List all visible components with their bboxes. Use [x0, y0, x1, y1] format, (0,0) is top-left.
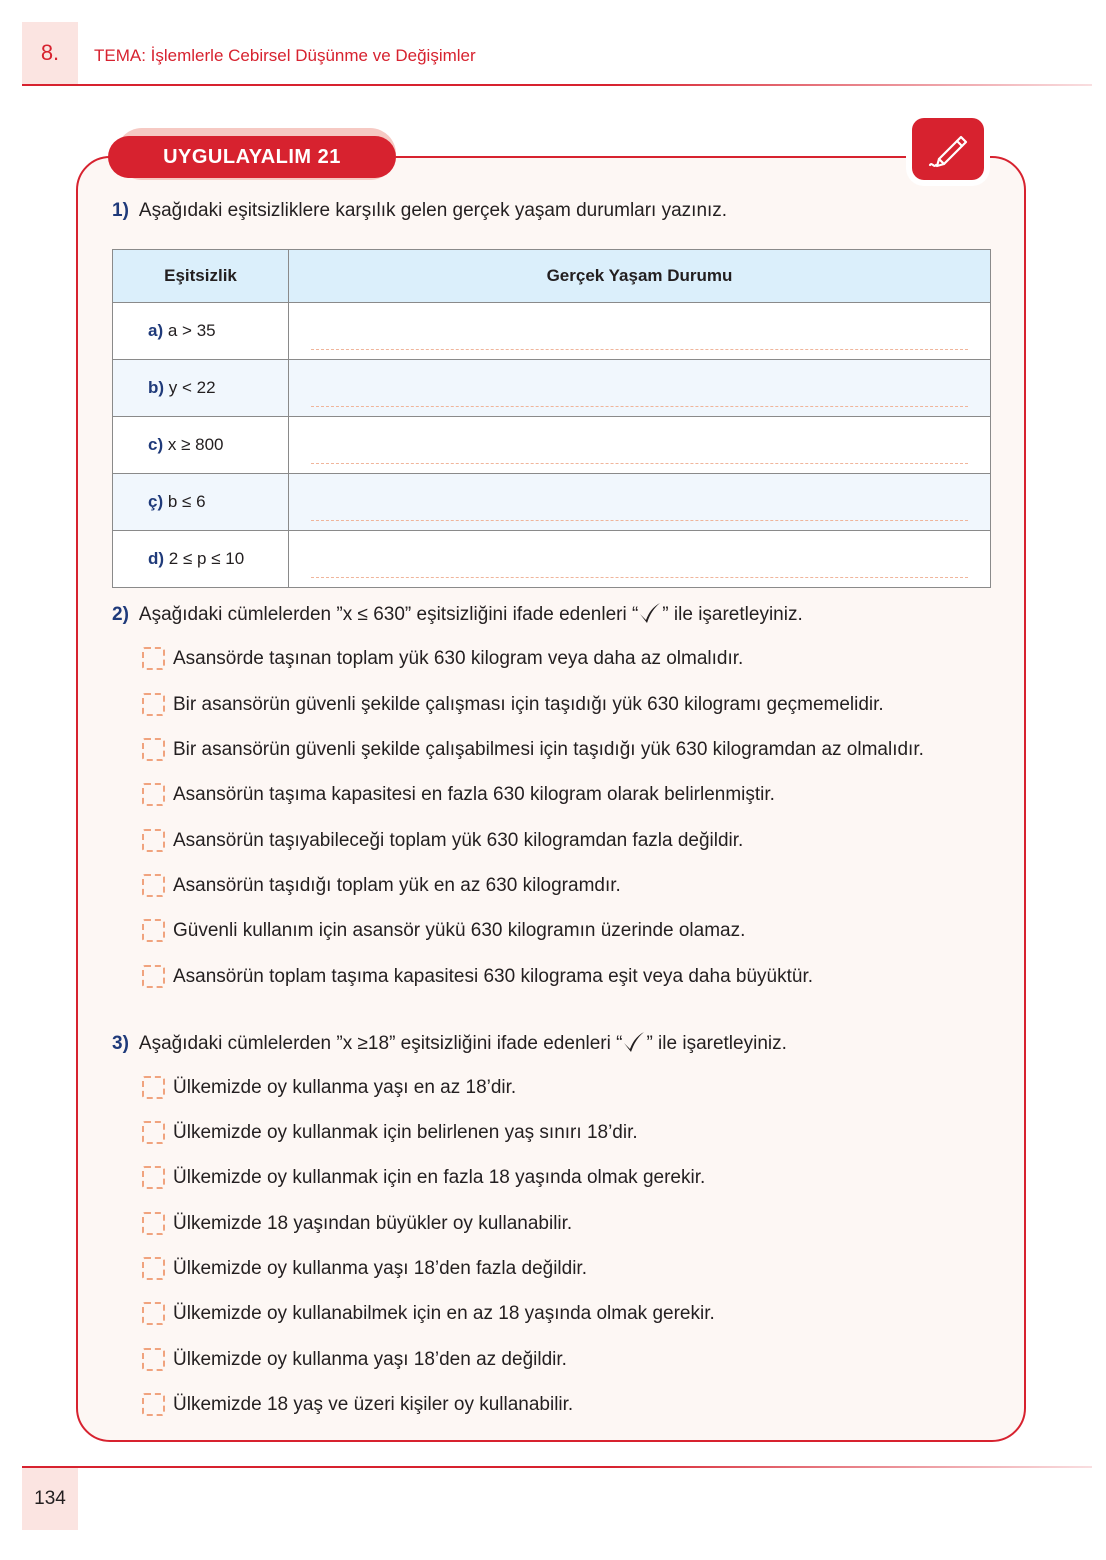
list-item — [142, 965, 813, 988]
row-letter: c) — [148, 435, 164, 454]
list-item — [142, 1302, 715, 1325]
option-text: Asansörün taşıma kapasitesi en fazla 630 kilogram olarak belirlenmiştir. — [173, 783, 775, 805]
row-letter: ç) — [148, 492, 164, 511]
option-checkbox[interactable] — [142, 1348, 165, 1371]
column-header-real-life: Gerçek Yaşam Durumu — [289, 250, 991, 303]
option-checkbox[interactable] — [142, 1166, 165, 1189]
question-text-start: Aşağıdaki cümlelerden ”x ≥18” eşitsizliğini ifade edenleri “ — [138, 1033, 623, 1054]
answer-line[interactable] — [311, 541, 968, 578]
table-row — [113, 474, 991, 531]
option-text: Asansörde taşınan toplam yük 630 kilogram veya daha az olmalıdır. — [173, 647, 744, 669]
option-text: Ülkemizde oy kullanmak için belirlenen yaş sınırı 18’dir. — [173, 1121, 638, 1143]
answer-line[interactable] — [311, 313, 968, 350]
footer-rule — [22, 1466, 1092, 1468]
option-checkbox[interactable] — [142, 965, 165, 988]
option-checkbox[interactable] — [142, 738, 165, 761]
answer-line[interactable] — [311, 484, 968, 521]
answer-line[interactable] — [311, 370, 968, 407]
row-letter: a) — [148, 321, 164, 340]
list-item — [142, 919, 745, 942]
option-text: Güvenli kullanım için asansör yükü 630 kilogramın üzerinde olamaz. — [173, 919, 746, 941]
table-row — [113, 303, 991, 360]
list-item — [142, 1076, 516, 1099]
option-checkbox[interactable] — [142, 647, 165, 670]
question-text: Aşağıdaki eşitsizliklere karşılık gelen gerçek yaşam durumları yazınız. — [138, 200, 728, 221]
option-text: Ülkemizde oy kullanabilmek için en az 18 yaşında olmak gerekir. — [173, 1302, 715, 1324]
option-text: Asansörün taşıdığı toplam yük en az 630 kilogramdır. — [173, 874, 621, 896]
theme-title: TEMA: İşlemlerle Cebirsel Düşünme ve Değişimler — [94, 46, 476, 65]
option-checkbox[interactable] — [142, 693, 165, 716]
inequality-expression: 2 ≤ p ≤ 10 — [168, 549, 245, 568]
option-checkbox[interactable] — [142, 829, 165, 852]
table-row — [113, 531, 991, 588]
activity-title: UYGULAYALIM 21 — [108, 136, 396, 178]
option-checkbox[interactable] — [142, 1121, 165, 1144]
grade-badge: 8. — [22, 22, 78, 84]
question-number: 2) — [112, 604, 129, 625]
answer-line[interactable] — [311, 427, 968, 464]
list-item — [142, 1212, 572, 1235]
page-number: 134 — [22, 1468, 78, 1530]
option-checkbox[interactable] — [142, 1302, 165, 1325]
option-text: Ülkemizde 18 yaş ve üzeri kişiler oy kullanabilir. — [173, 1393, 574, 1415]
question-text-start: Aşağıdaki cümlelerden ”x ≤ 630” eşitsizliğini ifade edenleri “ — [138, 604, 639, 625]
inequality-table — [112, 249, 991, 588]
option-text: Asansörün taşıyabileceği toplam yük 630 kilogramdan fazla değildir. — [173, 829, 744, 851]
column-header-inequality: Eşitsizlik — [113, 250, 289, 303]
list-item — [142, 1257, 587, 1280]
option-text: Ülkemizde oy kullanmak için en fazla 18 yaşında olmak gerekir. — [173, 1166, 706, 1188]
question-3 — [112, 1031, 787, 1055]
row-letter: b) — [148, 378, 165, 397]
option-checkbox[interactable] — [142, 874, 165, 897]
option-checkbox[interactable] — [142, 783, 165, 806]
question-1 — [112, 200, 727, 222]
inequality-expression: a > 35 — [167, 321, 216, 340]
option-text: Asansörün toplam taşıma kapasitesi 630 kilograma eşit veya daha büyüktür. — [173, 965, 814, 987]
row-letter: d) — [148, 549, 165, 568]
question-text-end: ” ile işaretleyiniz. — [662, 604, 803, 625]
inequality-expression: x ≥ 800 — [167, 435, 224, 454]
option-checkbox[interactable] — [142, 1257, 165, 1280]
option-text: Ülkemizde oy kullanma yaşı en az 18’dir. — [173, 1076, 517, 1098]
list-item — [142, 1393, 573, 1416]
question-number: 1) — [112, 200, 129, 221]
list-item — [142, 738, 924, 761]
question-2 — [112, 602, 803, 626]
inequality-expression: y < 22 — [168, 378, 216, 397]
list-item — [142, 829, 743, 852]
question-text-end: ” ile işaretleyiniz. — [646, 1033, 787, 1054]
list-item — [142, 1121, 638, 1144]
option-checkbox[interactable] — [142, 919, 165, 942]
question-number: 3) — [112, 1033, 129, 1054]
option-text: Ülkemizde oy kullanma yaşı 18’den az değildir. — [173, 1348, 567, 1370]
header-rule — [22, 84, 1092, 86]
pencil-icon — [912, 118, 984, 180]
list-item — [142, 693, 884, 716]
table-row — [113, 417, 991, 474]
checkmark-icon — [638, 602, 662, 624]
inequality-expression: b ≤ 6 — [167, 492, 206, 511]
option-text: Ülkemizde oy kullanma yaşı 18’den fazla değildir. — [173, 1257, 587, 1279]
table-row — [113, 360, 991, 417]
option-text: Bir asansörün güvenli şekilde çalışması için taşıdığı yük 630 kilogramı geçmemelidir. — [173, 693, 884, 715]
option-checkbox[interactable] — [142, 1076, 165, 1099]
option-text: Ülkemizde 18 yaşından büyükler oy kullanabilir. — [173, 1212, 573, 1234]
list-item — [142, 647, 743, 670]
list-item — [142, 1166, 705, 1189]
option-checkbox[interactable] — [142, 1393, 165, 1416]
option-text: Bir asansörün güvenli şekilde çalışabilmesi için taşıdığı yük 630 kilogramdan az olmalıdır. — [173, 738, 924, 760]
checkmark-icon — [622, 1031, 646, 1053]
list-item — [142, 874, 621, 897]
option-checkbox[interactable] — [142, 1212, 165, 1235]
list-item — [142, 1348, 567, 1371]
list-item — [142, 783, 775, 806]
